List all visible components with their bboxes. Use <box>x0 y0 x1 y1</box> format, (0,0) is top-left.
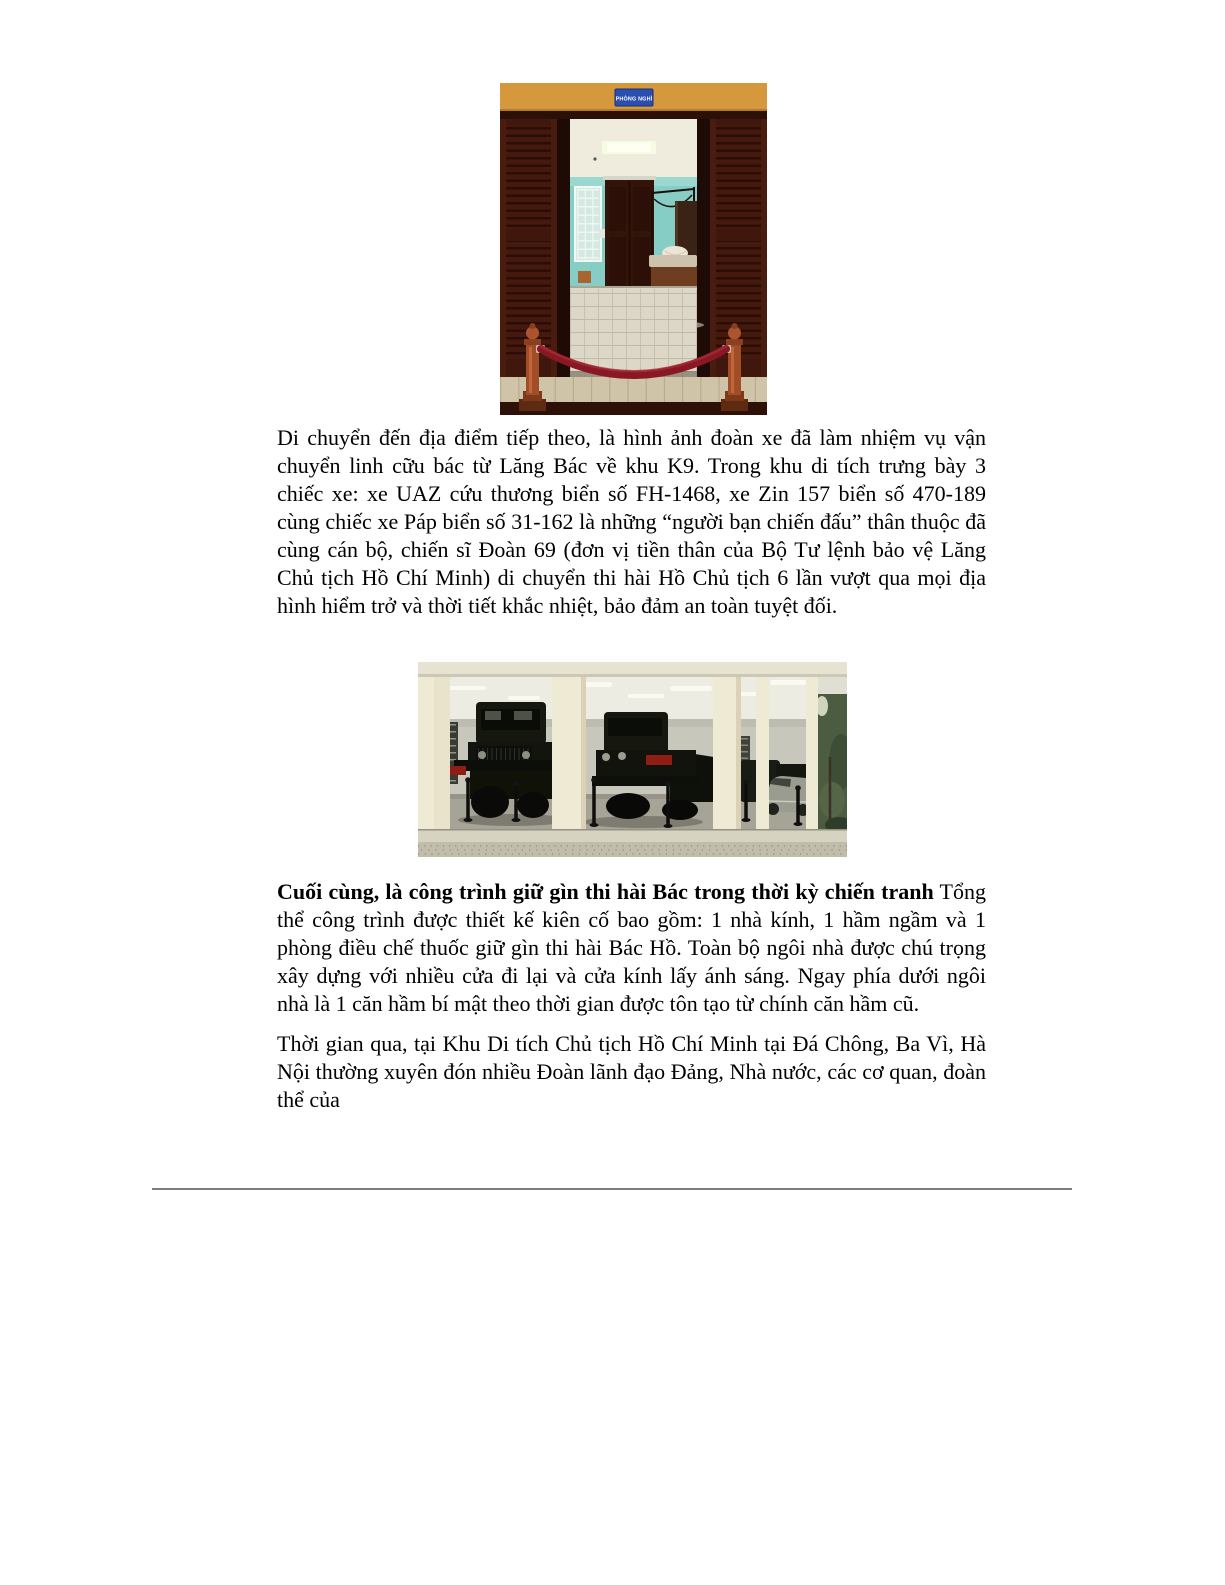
gravel-foreground <box>418 829 847 857</box>
paragraph-delegations <box>277 1030 986 1114</box>
rest-room-sign <box>615 89 653 106</box>
rear-door <box>603 176 656 292</box>
doorway-photo <box>500 83 767 415</box>
sign-label: PHÒNG NGHỈ <box>615 96 653 103</box>
left-shutter-door <box>500 119 557 377</box>
garage-photo <box>418 662 847 857</box>
wall-vent <box>578 271 591 283</box>
truck-2-plate <box>646 755 672 765</box>
paragraph-structure-text: Tổng thể công trình được thiết kế kiên cố bao gồm: 1 nhà kính, 1 hầm ngầm và 1 phòng điều chế thuốc giữ gìn thi hài Bác Hồ. Toàn bộ ngôi nhà được chú trọng xây dựng với nhiều cửa đi lại và cửa kính lấy ánh sáng. Ngay phía dưới ngôi nhà là 1 căn hầm bí mật theo thời gian được tôn tạo từ chính căn hầm cũ. <box>277 879 986 1016</box>
door-frame-left <box>557 119 570 377</box>
glass-block-window <box>575 187 601 261</box>
footer-divider <box>152 1188 1072 1190</box>
room-interior <box>570 119 704 377</box>
garage-photo-drawing <box>418 662 847 857</box>
paragraph-delegations-text: Thời gian qua, tại Khu Di tích Chủ tịch Hồ Chí Minh tại Đá Chông, Ba Vì, Hà Nội thường xuyên đón nhiều Đoàn lãnh đạo Đảng, Nhà nước, các cơ quan, đoàn thể của <box>277 1031 986 1112</box>
light-switch <box>600 229 605 238</box>
door-frame-right <box>697 119 710 377</box>
ceiling-light <box>607 143 651 152</box>
paragraph-convoy <box>277 424 986 620</box>
doorway-photo-drawing <box>500 83 767 415</box>
right-shutter-door <box>710 119 767 377</box>
paragraph-structure-bold-lead: Cuối cùng, là công trình giữ gìn thi hài Bác trong thời kỳ chiến tranh <box>277 879 934 904</box>
paragraph-convoy-text: Di chuyển đến địa điểm tiếp theo, là hình ảnh đoàn xe đã làm nhiệm vụ vận chuyển linh cữu bác từ Lăng Bác về khu K9. Trong khu di tích trưng bày 3 chiếc xe: xe UAZ cứu thương biển số FH-1468, xe Zin 157 biển số 470-189 cùng chiếc xe Páp biển số 31-162 là những “người bạn chiến đấu” thân thuộc đã cùng cán bộ, chiến sĩ Đoàn 69 (đơn vị tiền thân của Bộ Tư lệnh bảo vệ Lăng Chủ tịch Hồ Chí Minh) di chuyển thi hài Hồ Chủ tịch 6 lần vượt qua mọi địa hình hiểm trở và thời tiết khắc nhiệt, bảo đảm an toàn tuyệt đối. <box>277 425 986 618</box>
paragraph-structure <box>277 878 986 1018</box>
interior-tile-floor <box>570 286 697 377</box>
